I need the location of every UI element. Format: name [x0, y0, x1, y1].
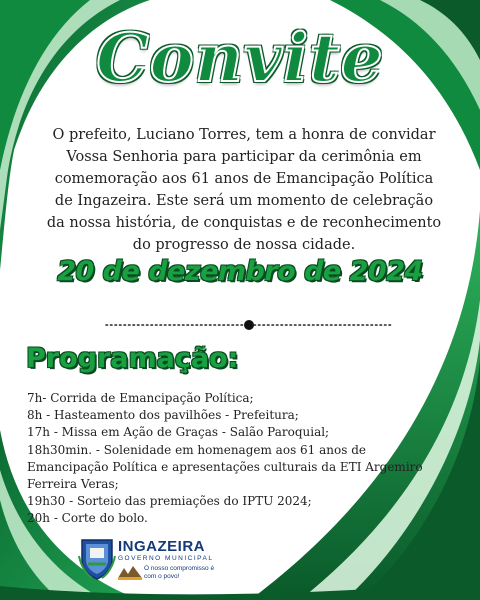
dotted-divider	[104, 318, 394, 332]
program-schedule	[27, 390, 427, 528]
program-heading: Programação:	[26, 343, 239, 374]
event-date: 20 de dezembro de 2024	[57, 256, 423, 287]
hills-icon	[118, 564, 142, 580]
schedule-item: 18h30min. - Solenidade em homenagem aos 61 anos de Emancipação Política e apresentações culturais da ETI Argemiro Ferreira Veras;	[27, 442, 423, 492]
schedule-item: 19h30 - Sorteio das premiações do IPTU 2024;	[27, 494, 312, 509]
logo-subtitle: GOVERNO MUNICIPAL	[118, 555, 214, 562]
schedule-item: 20h - Corte do bolo.	[27, 511, 148, 526]
invitation-title: Convite	[96, 19, 384, 97]
schedule-item: 8h - Hasteamento dos pavilhões - Prefeitura;	[27, 408, 299, 423]
municipal-logo	[78, 536, 258, 584]
logo-tagline: O nosso compromisso é com o povo!	[144, 565, 215, 580]
invitation-intro: O prefeito, Luciano Torres, tem a honra de convidar Vossa Senhoria para participar da cerimônia em comemoração aos 61 anos de Emancipação Política de Ingazeira. Este será um momento de celebração da nossa história, de conquistas e de reconhecimento do progresso de nossa cidade.	[46, 127, 442, 253]
coat-of-arms-icon	[78, 536, 116, 580]
schedule-item: 7h- Corrida de Emancipação Política;	[27, 391, 254, 405]
logo-name: INGAZEIRA	[118, 538, 205, 555]
schedule-item: 17h - Missa em Ação de Graças - Salão Paroquial;	[27, 425, 330, 440]
